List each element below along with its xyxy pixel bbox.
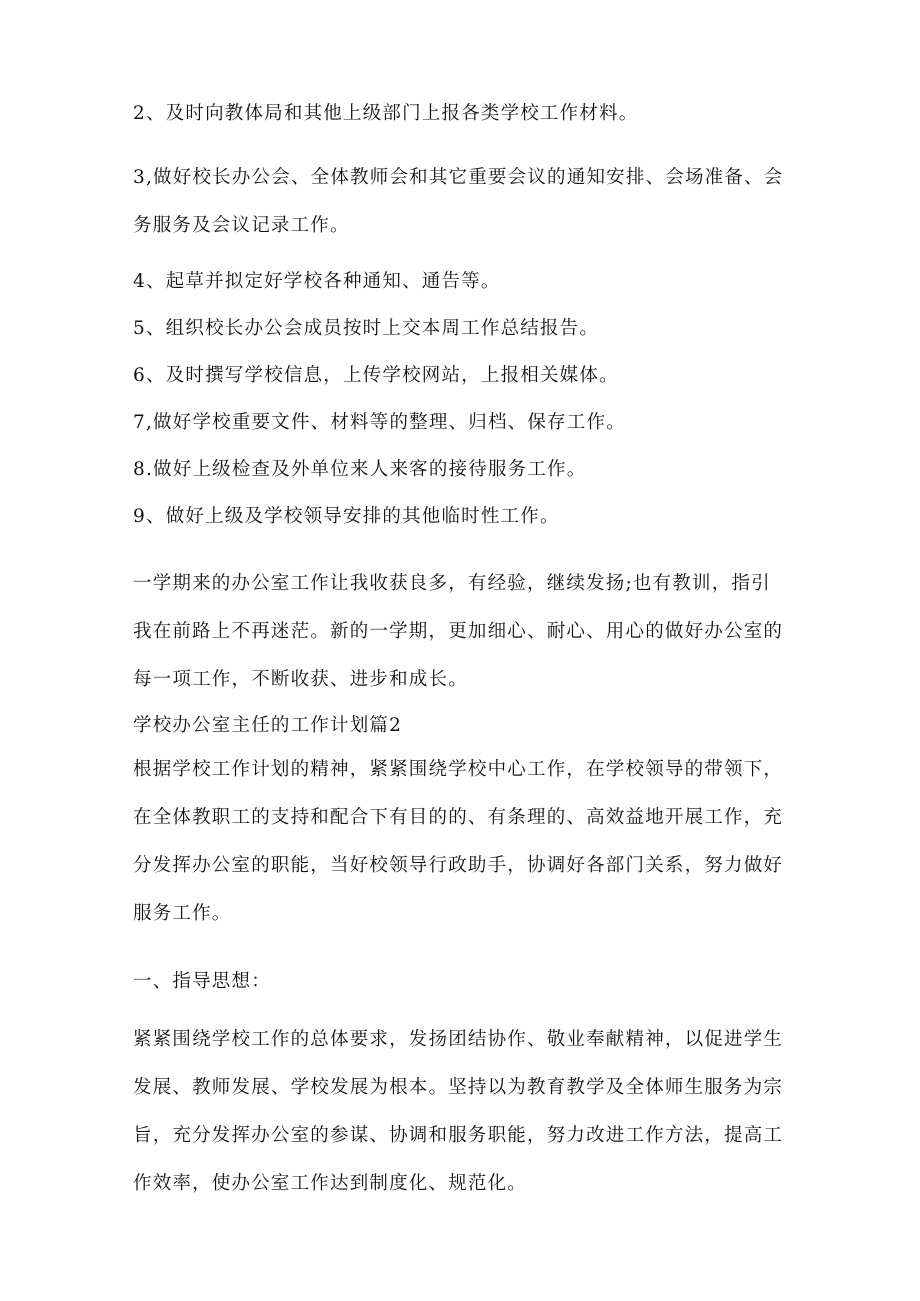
text-line: 发展、教师发展、学校发展为根本。坚持以为教育教学及全体师生服务为宗 [133, 1077, 784, 1098]
text-line: 务服务及会议记录工作。 [133, 215, 350, 236]
text-line: 每一项工作，不断收获、进步和成长。 [133, 669, 468, 690]
summary-paragraph [133, 560, 793, 704]
text-line: 分发挥办公室的职能，当好校领导行政助手，协调好各部门关系，努力做好 [133, 855, 784, 876]
list-item: 9、做好上级及学校领导安排的其他临时性工作。 [133, 506, 560, 527]
list-item: 7,做好学校重要文件、材料等的整理、归档、保存工作。 [133, 412, 626, 433]
list-item: 2、及时向教体局和其他上级部门上报各类学校工作材料。 [133, 103, 639, 124]
text-line: 作效率，使办公室工作达到制度化、规范化。 [133, 1173, 528, 1194]
intro-paragraph [133, 746, 793, 938]
list-item [133, 154, 793, 250]
text-line: 旨，充分发挥办公室的参谋、协调和服务职能，努力改进工作方法，提高工 [133, 1125, 784, 1146]
text-line: 服务工作。 [133, 903, 232, 924]
list-item: 8.做好上级检查及外单位来人来客的接待服务工作。 [133, 459, 587, 480]
text-line: 3,做好校长办公会、全体教师会和其它重要会议的通知安排、会场准备、会 [133, 167, 784, 188]
section-title: 一、指导思想： [133, 971, 271, 992]
text-line: 一学期来的办公室工作让我收获良多，有经验，继续发扬;也有教训，指引 [133, 573, 771, 594]
section-body [133, 1016, 793, 1208]
list-item: 6、及时撰写学校信息，上传学校网站，上报相关媒体。 [133, 365, 619, 386]
section-heading: 学校办公室主任的工作计划篇2 [133, 715, 403, 736]
text-line: 我在前路上不再迷茫。新的一学期，更加细心、耐心、用心的做好办公室的 [133, 621, 784, 642]
list-item: 5、组织校长办公会成员按时上交本周工作总结报告。 [133, 318, 600, 339]
list-item: 4、起草并拟定好学校各种通知、通告等。 [133, 271, 501, 292]
text-line: 紧紧围绕学校工作的总体要求，发扬团结协作、敬业奉献精神，以促进学生 [133, 1029, 784, 1050]
text-line: 在全体教职工的支持和配合下有目的的、有条理的、高效益地开展工作，充 [133, 807, 784, 828]
text-line: 根据学校工作计划的精神，紧紧围绕学校中心工作，在学校领导的带领下， [133, 759, 784, 780]
